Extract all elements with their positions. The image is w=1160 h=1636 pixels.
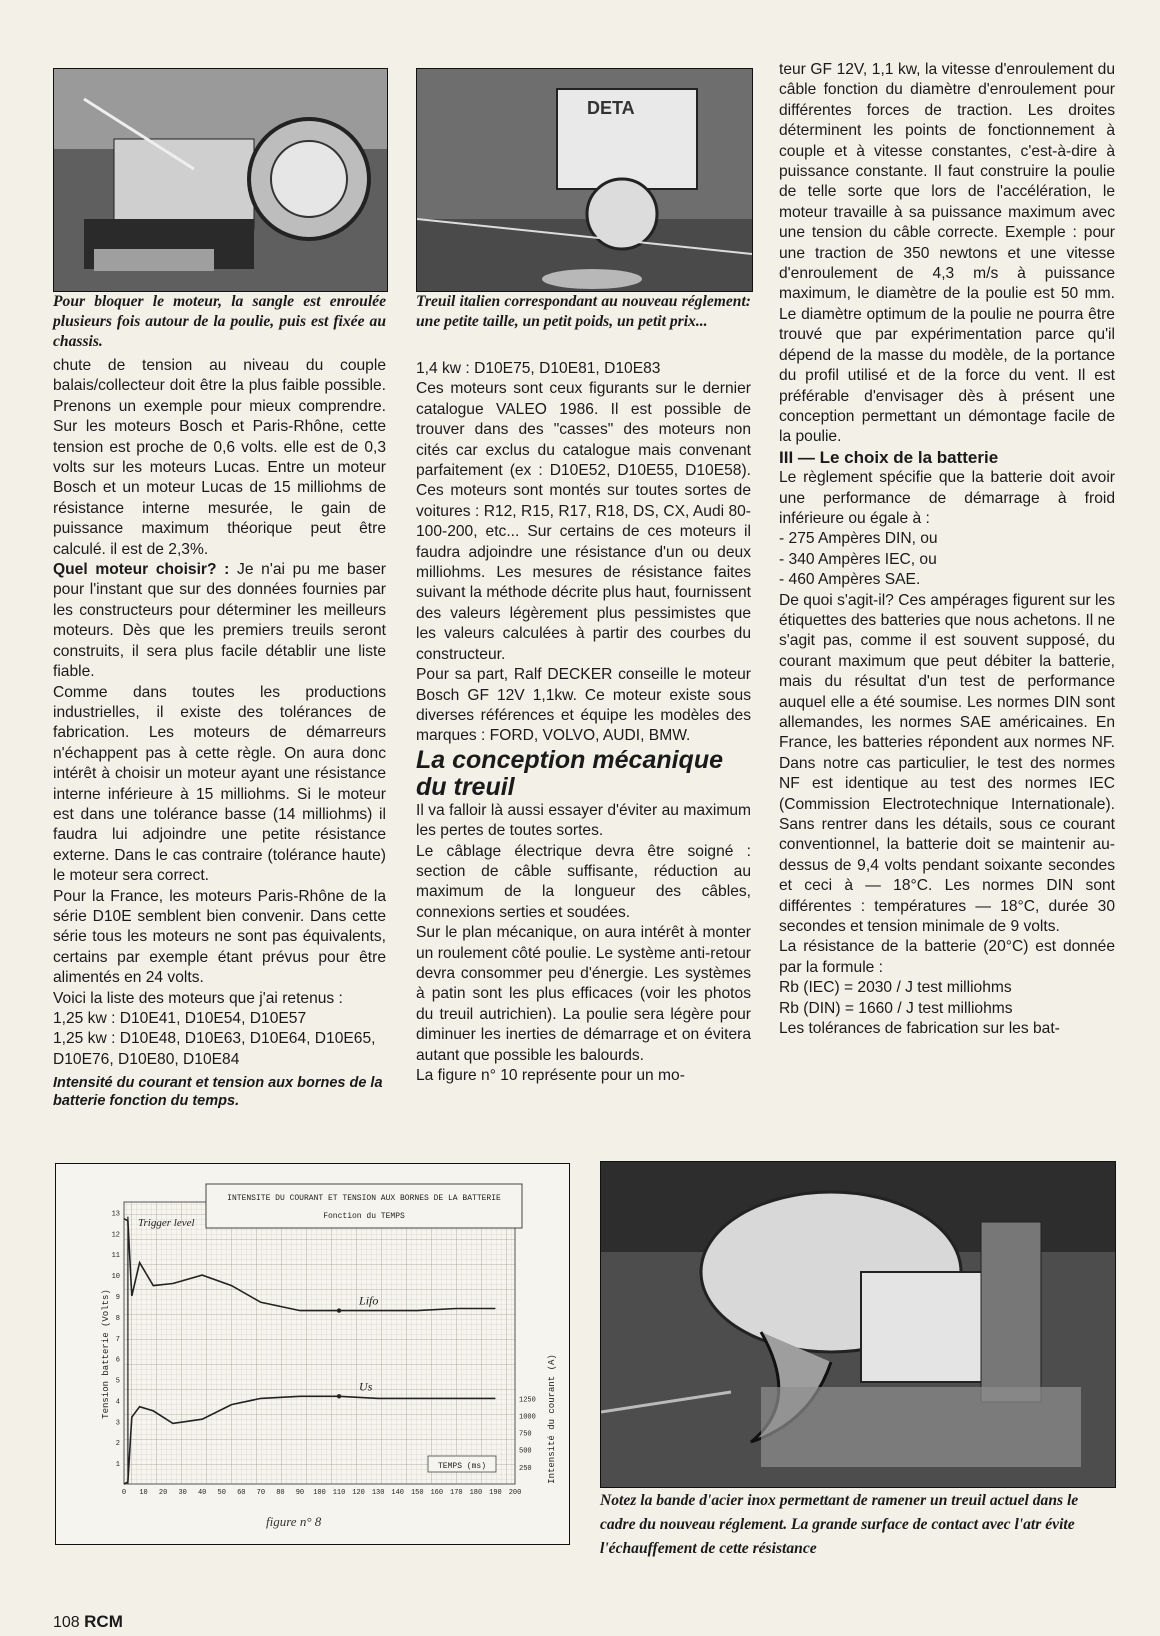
series-label: Us <box>359 1379 373 1394</box>
chart-xlabel: TEMPS (ms) <box>437 1462 487 1471</box>
col2-paragraph: Sur le plan mécanique, on aura intérêt à monter un roulement côté poulie. Le système anti-retour devra consommer peu d'énergie. Les systèmes à patin sont les plus efficaces (voir les photos du treuil autrichien). La poulie sera légère pour diminuer les inerties de démarrage et on évitera autant que possible les balourds. <box>416 924 751 1064</box>
col3-paragraph: De quoi s'agit-il? Ces ampérages figurent sur les étiquettes des batteries que nous achetons. Il ne s'agit pas, comme il est souvent supposé, du courant maximum que peut débiter la batterie, mais du résultat d'un test de performance auquel elle a été soumise. Les normes DIN sont allemandes, les normes SAE américaines. En France, les batteries répondent aux normes NF. Dans notre cas particulier, le test des normes NF est identique au test des normes IEC (Commission Electrotechnique Internationale). Sans rentrer dans les détails, sous ce courant conventionnel, la batterie doit se maintenir au-dessus de 9,4 volts pendant soixante secondes et ceci à — 18°C. Les normes DIN sont différentes : températures — 18°C, durée 30 secondes et tension minimale de 9 volts. <box>779 591 1115 936</box>
page-number: 108 <box>53 1614 80 1631</box>
x-tick-label: 30 <box>178 1489 187 1497</box>
battery-spec-item: - 275 Ampères DIN, ou <box>779 530 938 548</box>
col2-paragraph: Le câblage électrique devra être soigné : section de câble suffisante, réduction au maximum de la longueur des câbles, connexions serties et soudées. <box>416 842 751 921</box>
x-tick-label: 120 <box>352 1489 365 1497</box>
column-3 <box>779 60 1115 1040</box>
col1-paragraph: Voici la liste des moteurs que j'ai retenus : <box>53 989 343 1007</box>
x-tick-label: 70 <box>256 1489 266 1497</box>
col1-paragraph: Comme dans toutes les productions industrielles, il existe des tolérances de fabrication. Les moteurs de démarreurs n'échappent pas à cette règle. On aura donc intérêt à choisir un moteur ayant une résistance interne inférieure à 15 milliohms. Si le moteur est dans une tolérance basse (14 milliohms) il faudra lui adjoindre une petite résistance externe. Dans le cas contraire (tolérance haute) le moteur sera correct. <box>53 683 386 885</box>
battery-spec-item: - 340 Ampères IEC, ou <box>779 550 937 568</box>
y2-tick-label: 1000 <box>519 1413 536 1422</box>
x-tick-label: 190 <box>489 1489 502 1497</box>
y-tick-label: 9 <box>115 1294 120 1302</box>
y-tick-label: 13 <box>111 1210 120 1219</box>
magazine-name: RCM <box>84 1612 123 1631</box>
y2-tick-label: 1250 <box>519 1396 536 1405</box>
formula-line: Rb (DIN) = 1660 / J test milliohms <box>779 999 1013 1017</box>
x-tick-label: 40 <box>197 1489 207 1497</box>
x-tick-label: 170 <box>450 1489 463 1497</box>
series-label: Lifo <box>359 1293 379 1308</box>
col2-paragraph: Ces moteurs sont ceux figurants sur le dernier catalogue VALEO 1986. Il est possible de trouver dans des "casses" des moteurs non cités car exclus du catalogue mais convenant parfaitement (ex : D10E52, D10E55, D10E58). Ces moteurs sont montés sur toutes sortes de voitures : R12, R15, R17, R18, DS, CX, Audi 80-100-200, etc... Sur certains de ces moteurs il faudra adjoindre une résistance d'un ou deux milliohms. Les mesures de résistance faites suivant la méthode décrite plus haut, fournissent des valeurs légèrement plus pessimistes que les valeurs calculées à partir des courbes du constructeur. <box>416 380 751 663</box>
photo-italian-winch <box>416 68 753 292</box>
x-tick-label: 130 <box>371 1489 385 1497</box>
photo-stainless-strip <box>600 1161 1116 1488</box>
chart-subtitle: Fonction du TEMPS <box>323 1212 405 1221</box>
col2-paragraph: Il va falloir là aussi essayer d'éviter au maximum les pertes de toutes sortes. <box>416 801 751 840</box>
page-footer <box>53 1612 123 1632</box>
battery-spec-item: - 460 Ampères SAE. <box>779 571 921 589</box>
photo-italian-winch-image <box>417 69 752 291</box>
motor-list-item: 1,25 kw : D10E48, D10E63, D10E64, D10E65, D10E76, D10E80, D10E84 <box>53 1030 376 1068</box>
x-tick-label: 60 <box>237 1489 246 1497</box>
column-2 <box>416 359 751 1086</box>
motor-list-item: 1,4 kw : D10E75, D10E81, D10E83 <box>416 360 661 377</box>
y-tick-label: 5 <box>115 1377 120 1386</box>
col2-paragraph: Pour sa part, Ralf DECKER conseille le moteur Bosch GF 12V 1,1kw. Ce moteur existe sous diverses références et équipe les modèles des marques : FORD, VOLVO, AUDI, BMW. <box>416 666 751 745</box>
y-tick-label: 7 <box>115 1335 120 1344</box>
col1-paragraph: Pour la France, les moteurs Paris-Rhône de la série D10E semblent bien convenir. Dans cette série tous les moteurs ne sont pas équivalents, certains par exemple étant prévus pour être alimentés en 24 volts. <box>53 887 386 987</box>
y-tick-label: 10 <box>111 1273 120 1282</box>
section-heading-battery: III — Le choix de la batterie <box>779 447 999 467</box>
y2-tick-label: 250 <box>519 1464 532 1473</box>
figure-8-graph <box>55 1163 570 1545</box>
chart-svg <box>56 1164 569 1544</box>
col3-paragraph: teur GF 12V, 1,1 kw, la vitesse d'enroulement du câble fonction du diamètre d'enroulement pour différentes forces de traction. Les droites déterminent les points de fonctionnement à couple et à vitesse constantes, c'est-à-dire à puissance constante. Il faut construire la poulie de telle sorte que lors de l'accélération, le moteur travaille à sa puissance maximum avec une tension du câble correcte. Exemple : pour une traction de 350 newtons et une vitesse d'enroulement de 4,3 m/s à puissance maximum, le diamètre de la poulie est 50 mm. Le diamètre optimum de la poulie ne pourra être trouvé que par expérimentation parce qu'il dépend de la masse du modèle, de la portance du profil utilisé et de la force du vent. Il est préférable d'envisager dès à présent une conception permettant un démontage facile de la poulie. <box>779 61 1115 446</box>
x-tick-label: 150 <box>410 1489 424 1497</box>
col1-question-text: Je n'ai pu me baser pour l'instant que sur des données fournies par les constructeurs pour déterminer les meilleurs moteurs. Dès que les premiers treuils seront construits, il sera plus facile détablir une liste fiable. <box>53 561 386 681</box>
x-tick-label: 50 <box>217 1489 226 1497</box>
y-tick-label: 1 <box>115 1461 120 1470</box>
annotation-trigger-level: Trigger level <box>138 1217 195 1229</box>
y-tick-label: 11 <box>111 1252 120 1261</box>
graph-caption: Intensité du courant et tension aux bornes de la batterie fonction du temps. <box>53 1075 383 1110</box>
x-tick-label: 80 <box>276 1489 285 1497</box>
chart-title: INTENSITE DU COURANT ET TENSION AUX BORNES DE LA BATTERIE <box>227 1194 501 1203</box>
x-tick-label: 140 <box>391 1489 405 1497</box>
caption-photo-italian-winch: Treuil italien correspondant au nouveau réglement: une petite taille, un petit poids, un petit prix... <box>416 293 751 330</box>
section-heading-mechanical: La conception mécanique du treuil <box>416 745 724 801</box>
y-tick-label: 3 <box>115 1419 120 1428</box>
y-tick-label: 12 <box>111 1231 120 1240</box>
photo-winch-strap-image <box>54 69 387 291</box>
annotation-figure-number: figure n° 8 <box>266 1514 322 1529</box>
formula-line: Rb (IEC) = 2030 / J test milliohms <box>779 979 1012 997</box>
x-tick-label: 100 <box>313 1489 326 1497</box>
col3-paragraph: La résistance de la batterie (20°C) est donnée par la formule : <box>779 938 1115 976</box>
x-tick-label: 0 <box>121 1489 127 1497</box>
col3-paragraph: Le règlement spécifie que la batterie doit avoir une performance de démarrage à froid inférieure ou égale à : <box>779 469 1115 527</box>
x-tick-label: 180 <box>469 1489 483 1497</box>
photo-winch-strap <box>53 68 388 292</box>
y-tick-label: 2 <box>115 1440 120 1449</box>
col1-question-title: Quel moteur choisir? : <box>53 561 230 579</box>
series-point <box>337 1394 341 1398</box>
caption-photo-stainless-strip: Notez la bande d'acier inox permettant de ramener un treuil actuel dans le cadre du nouveau réglement. La grande surface de contact avec l'atr évite l'échauffement de cette résistance <box>600 1492 1079 1557</box>
x-tick-label: 110 <box>332 1489 346 1497</box>
col2-paragraph: La figure n° 10 représente pour un mo- <box>416 1067 685 1084</box>
col1-paragraph: chute de tension au niveau du couple balais/collecteur doit être la plus faible possible. Prenons un exemple pour mieux comprendre. Sur les moteurs Bosch et Paris-Rhône, cette tension est proche de 0,6 volts. elle est de 0,3 volts sur les moteurs Lucas. Entre un moteur Bosch et un moteur Lucas de 15 milliohms de résistance interne mesurée, le gain de puissance maximum théorique peut être calculé. il est de 2,3%. <box>53 357 386 558</box>
x-tick-label: 200 <box>508 1489 522 1497</box>
col1-question <box>53 560 386 682</box>
series-point <box>337 1308 341 1312</box>
battery-label: DETA <box>587 98 635 118</box>
y2-tick-label: 500 <box>519 1447 532 1456</box>
chart-y2label: Intensité du courant (A) <box>547 1354 557 1484</box>
y-tick-label: 4 <box>115 1398 120 1407</box>
col3-paragraph: Les tolérances de fabrication sur les bat- <box>779 1020 1060 1038</box>
motor-list-item: 1,25 kw : D10E41, D10E54, D10E57 <box>53 1010 307 1027</box>
x-tick-label: 90 <box>295 1489 305 1497</box>
chart-ylabel: Tension batterie (Volts) <box>101 1289 111 1419</box>
y-tick-label: 8 <box>115 1314 120 1323</box>
x-tick-label: 10 <box>139 1489 148 1497</box>
photo-stainless-strip-image <box>601 1162 1115 1487</box>
column-1 <box>53 356 386 1110</box>
y-tick-label: 6 <box>115 1356 120 1365</box>
x-tick-label: 160 <box>430 1489 444 1497</box>
x-tick-label: 20 <box>158 1489 168 1497</box>
caption-photo-winch-strap: Pour bloquer le moteur, la sangle est enroulée plusieurs fois autour de la poulie, puis est fixée au chassis. <box>53 293 386 350</box>
y2-tick-label: 750 <box>519 1430 532 1439</box>
